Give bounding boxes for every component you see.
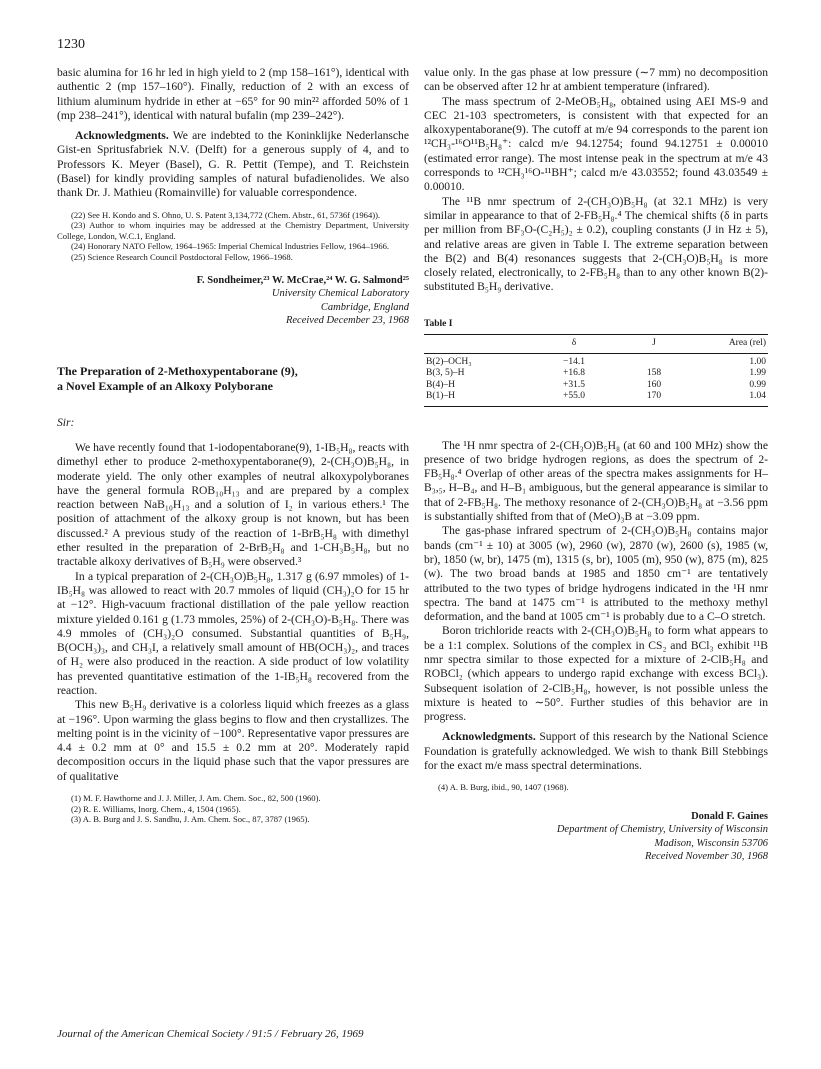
table-header-cell: J xyxy=(612,335,696,354)
body-paragraph: In a typical preparation of 2-(CH₃O)B₅H₈, 1.317 g (6.97 mmoles) of 1-IB₅H₈ was allowed to react with 20.7 mmoles of liquid (CH₃)₂O for 15 hr at −12°. High-vacuum fractional distillation of the pale yellow reaction mixture yielded 0.161 g (1.73 mmoles, 25%) of 2-(CH₃O)-B₅H₈. There was 4.9 mmoles of (CH₃)₂O consumed. Substantial quantities of B₅H₉, B(OCH₃)₃, and CH₃I, a relatively small amount of HB(OCH₃)₂, and traces of H₂ were also produced in the reaction. A side product of low volatility has prevented quantitative estimation of the 1-IB₅H₈ recovered from the reaction. xyxy=(57,569,409,697)
signature-location: Cambridge, England xyxy=(320,301,409,313)
body-paragraph: The ¹H nmr spectra of 2-(CH₃O)B₅H₈ (at 60 and 100 MHz) show the presence of two bridge hydrogen regions, as does the spectrum of 2-FB₅H₈.⁴ Overlap of other areas of the spectra makes assignments for H–B₃,₅, H–B₄, and H–B₁ ambiguous, but the general appearance is similar to that of 2-FB₅H₈. The methoxy resonance of 2-(CH₃O)B₅H₈ at −3.56 ppm is substantially shifted from that of (MeO)₃B at −3.09 ppm. xyxy=(424,438,768,524)
acknowledgments-paragraph xyxy=(57,129,409,200)
table-cell: −14.1 xyxy=(563,356,585,367)
nmr-table xyxy=(424,334,768,407)
signature-authors: F. Sondheimer,²³ W. McCrae,²⁴ W. G. Salmond²⁵ xyxy=(196,274,409,286)
table-row xyxy=(424,391,768,406)
signature-author: Donald F. Gaines xyxy=(691,810,768,822)
body-paragraph: This new B₅H₉ derivative is a colorless liquid which freezes as a glass at −196°. Upon warming the glass begins to flow and then crystallizes. The melting point is in the vicinity of −100°. Representative vapor pressures are 4.4 ± 0.2 mm at 0° and 15.5 ± 0.2 mm at 20°. Moderately rapid decomposition occurs in the liquid phase such that the vapor pressures are of qualitative xyxy=(57,698,409,783)
acknowledgments-heading: Acknowledgments. xyxy=(75,129,169,143)
body-paragraph: We have recently found that 1-iodopentaborane(9), 1-IB₅H₈, reacts with dimethyl ether to produce 2-methoxypentaborane(9), 2-(CH₃O)B₅H₈, in moderate yield. The only other examples of neutral alkoxypolyboranes have the general formula ROB₁₀H₁₃ and are prepared by a complex reaction between NaB₁₀H₁₃ and a solution of I₂ in various ethers.¹ The position of attachment of the alkoxy group is not known, but has been discussed.² A previous study of the reaction of 1-BrB₅H₈ with dimethyl ether resulted in the preparation of 2-BrB₅H₈ and 1-CH₃B₅H₈, but no tractable alkoxy derivatives of B₅H₉ were observed.³ xyxy=(57,440,409,569)
article-title-line: The Preparation of 2-Methoxypentaborane (9), xyxy=(57,363,298,378)
body-paragraph: The mass spectrum of 2-MeOB₅H₈, obtained using AEI MS-9 and CEC 21-103 spectrometers, is consistent with that expected for an alkoxypentaborane(9). The cutoff at m/e 94 corresponds to the parent ion ¹²CH₃-¹⁶O¹¹B₅H₈⁺: calcd m/e 94.12754; found 94.12751 ± 0.00010 (estimated error range). The most intense peak in the spectrum at m/e 43 corresponds to ¹²CH₃¹⁶O-¹¹BH⁺; calcd m/e 43.03552; found 43.03549 ± 0.00010. xyxy=(424,94,768,194)
body-paragraph: Boron trichloride reacts with 2-(CH₃O)B₅H₈ to form what appears to be a 1:1 complex. Solutions of the complex in CS₂ and BCl₃ exhibit ¹¹B nmr spectra similar to those expected for a mixture of 2-ClB₅H₈ and ROBCl₂ (which appears to undergo rapid exchange with excess BCl₃). Subsequent isolation of 2-ClB₅H₈, however, is not possible unless the mixture is heated to ∼50°. Further studies of this behavior are in progress. xyxy=(424,624,768,724)
footnotes-block xyxy=(424,782,768,793)
acknowledgments-text: We are indebted to the Koninklijke Nederlansche Gist-en Spritusfabriek N.V. (Delft) for a generous supply of 4, and to Professors K. Meyer (Basel), G. R. Pettit (Tempe), and T. Reichstein (Basel) for kindly providing samples of natural bufadienolides. We also thank Dr. J. Mathieu (Romainville) for valuable correspondence. xyxy=(57,129,409,200)
table-row xyxy=(424,380,768,392)
table-cell: B(1)–H xyxy=(424,391,536,406)
acknowledgments-text: Support of this research by the National Science Foundation is gratefully acknowledged. We wish to thank Bill Stebbings for the exact m/e mass spectral determinations. xyxy=(424,730,768,773)
footnotes-block xyxy=(57,210,409,263)
footnote: (1) M. F. Hawthorne and J. J. Miller, J. Am. Chem. Soc., 82, 500 (1960). xyxy=(71,793,321,804)
body-paragraph: The gas-phase infrared spectrum of 2-(CH₃O)B₅H₈ contains major bands (cm⁻¹ ± 10) at 3005 (w), 2960 (w), 2870 (w), 2600 (s), 1985 (w, br), 1850 (w, br), 1475 (m), 1315 (s, br), 1005 (m), 950 (w), 875 (m), 825 (w). The two broad bands at 1985 and 1850 cm⁻¹ are tentatively attributed to the two types of bridge hydrogens indicated in the ¹H nmr spectra. The band at 1475 cm⁻¹ is attributed to the methoxy methyl deformation, and the band at 1005 cm⁻¹ is probably due to a C–O stretch. xyxy=(424,524,768,624)
footnote: (22) See H. Kondo and S. Ohno, U. S. Patent 3,134,772 (Chem. Abstr., 61, 5736f (1964)). xyxy=(71,209,381,220)
acknowledgments-heading: Acknowledgments. xyxy=(442,730,536,744)
body-paragraph: value only. In the gas phase at low pressure (∼7 mm) no decomposition can be observed after 12 hr at ambient temperature (infrared). xyxy=(424,66,768,94)
footnote: (4) A. B. Burg, ibid., 90, 1407 (1968). xyxy=(438,782,569,793)
table-row xyxy=(424,353,768,368)
article-title-line: a Novel Example of an Alkoxy Polyborane xyxy=(57,378,274,393)
table-header-cell: δ xyxy=(536,335,612,354)
table-cell: B(3, 5)–H xyxy=(426,368,465,379)
table-cell: +31.5 xyxy=(563,379,585,390)
table-cell: B(4)–H xyxy=(426,379,456,390)
table-cell: +55.0 xyxy=(536,391,612,406)
continuation-paragraph: basic alumina for 16 hr led in high yield to 2 (mp 158–161°), identical with authentic 2 (mp 157–160°). Finally, reduction of 2 with an excess of lithium aluminum hydride in ether at −65° for 90 min²² afforded 50% of 1 (mp 238–241°), identical with natural bufalin (mp 239–242°). xyxy=(57,66,409,122)
footnote: (24) Honorary NATO Fellow, 1964–1965: Imperial Chemical Industries Fellow, 1964–1966. xyxy=(71,241,390,252)
table-title: Table I xyxy=(424,318,453,329)
table-header-cell: Area (rel) xyxy=(696,335,768,354)
acknowledgments-paragraph xyxy=(424,730,768,773)
footnotes-block xyxy=(57,793,409,825)
table-cell: +16.8 xyxy=(563,368,585,379)
table-header-cell xyxy=(424,335,536,354)
body-paragraph: The ¹¹B nmr spectrum of 2-(CH₃O)B₅H₈ (at 32.1 MHz) is very similar in appearance to that of 2-FB₅H₈.⁴ The chemical shifts (δ in parts per million from BF₃O-(C₂H₅)₂ ± 0.2), coupling constants (J in Hz ± 5), and relative areas are given in Table I. The extreme separation between the B(2) and B(4) resonances suggests that 2-(CH₃O)B₅H₈ is more closely related, electronically, to 2-FB₅H₈ than to any other known B(2)-substituted B₅H₉ derivative. xyxy=(424,194,768,294)
article-title xyxy=(57,364,409,394)
footnote: (23) Author to whom inquiries may be addressed at the Chemistry Department, University College, London, W.C.1, England. xyxy=(57,220,409,241)
table-cell: 170 xyxy=(612,391,696,406)
table-cell: 160 xyxy=(646,379,662,390)
table-cell: 0.99 xyxy=(749,379,766,390)
table-row xyxy=(424,368,768,380)
left-column xyxy=(57,66,409,825)
table-cell: 1.00 xyxy=(749,356,766,367)
received-date: Received December 23, 1968 xyxy=(285,315,409,327)
salutation: Sir: xyxy=(57,415,75,429)
table-cell: 1.04 xyxy=(696,391,768,406)
table-header-row xyxy=(424,335,768,354)
page-number: 1230 xyxy=(57,37,85,52)
signature-affiliation: University Chemical Laboratory xyxy=(271,288,409,300)
signature-location: Madison, Wisconsin 53706 xyxy=(654,837,768,849)
footnote: (25) Science Research Council Postdoctoral Fellow, 1966–1968. xyxy=(71,252,293,263)
table-cell: 158 xyxy=(646,368,662,379)
journal-footer: Journal of the American Chemical Society / 91:5 / February 26, 1969 xyxy=(57,1028,364,1040)
table-cell: B(2)–OCH₃ xyxy=(426,356,472,367)
table-cell xyxy=(612,353,696,368)
footnote: (2) R. E. Williams, Inorg. Chem., 4, 1504 (1965). xyxy=(71,803,241,814)
signature-affiliation: Department of Chemistry, University of Wisconsin xyxy=(556,824,768,836)
footnote: (3) A. B. Burg and J. S. Sandhu, J. Am. Chem. Soc., 87, 3787 (1965). xyxy=(71,814,310,825)
table-cell: 1.99 xyxy=(749,368,766,379)
received-date: Received November 30, 1968 xyxy=(644,851,768,863)
right-column xyxy=(424,66,768,864)
